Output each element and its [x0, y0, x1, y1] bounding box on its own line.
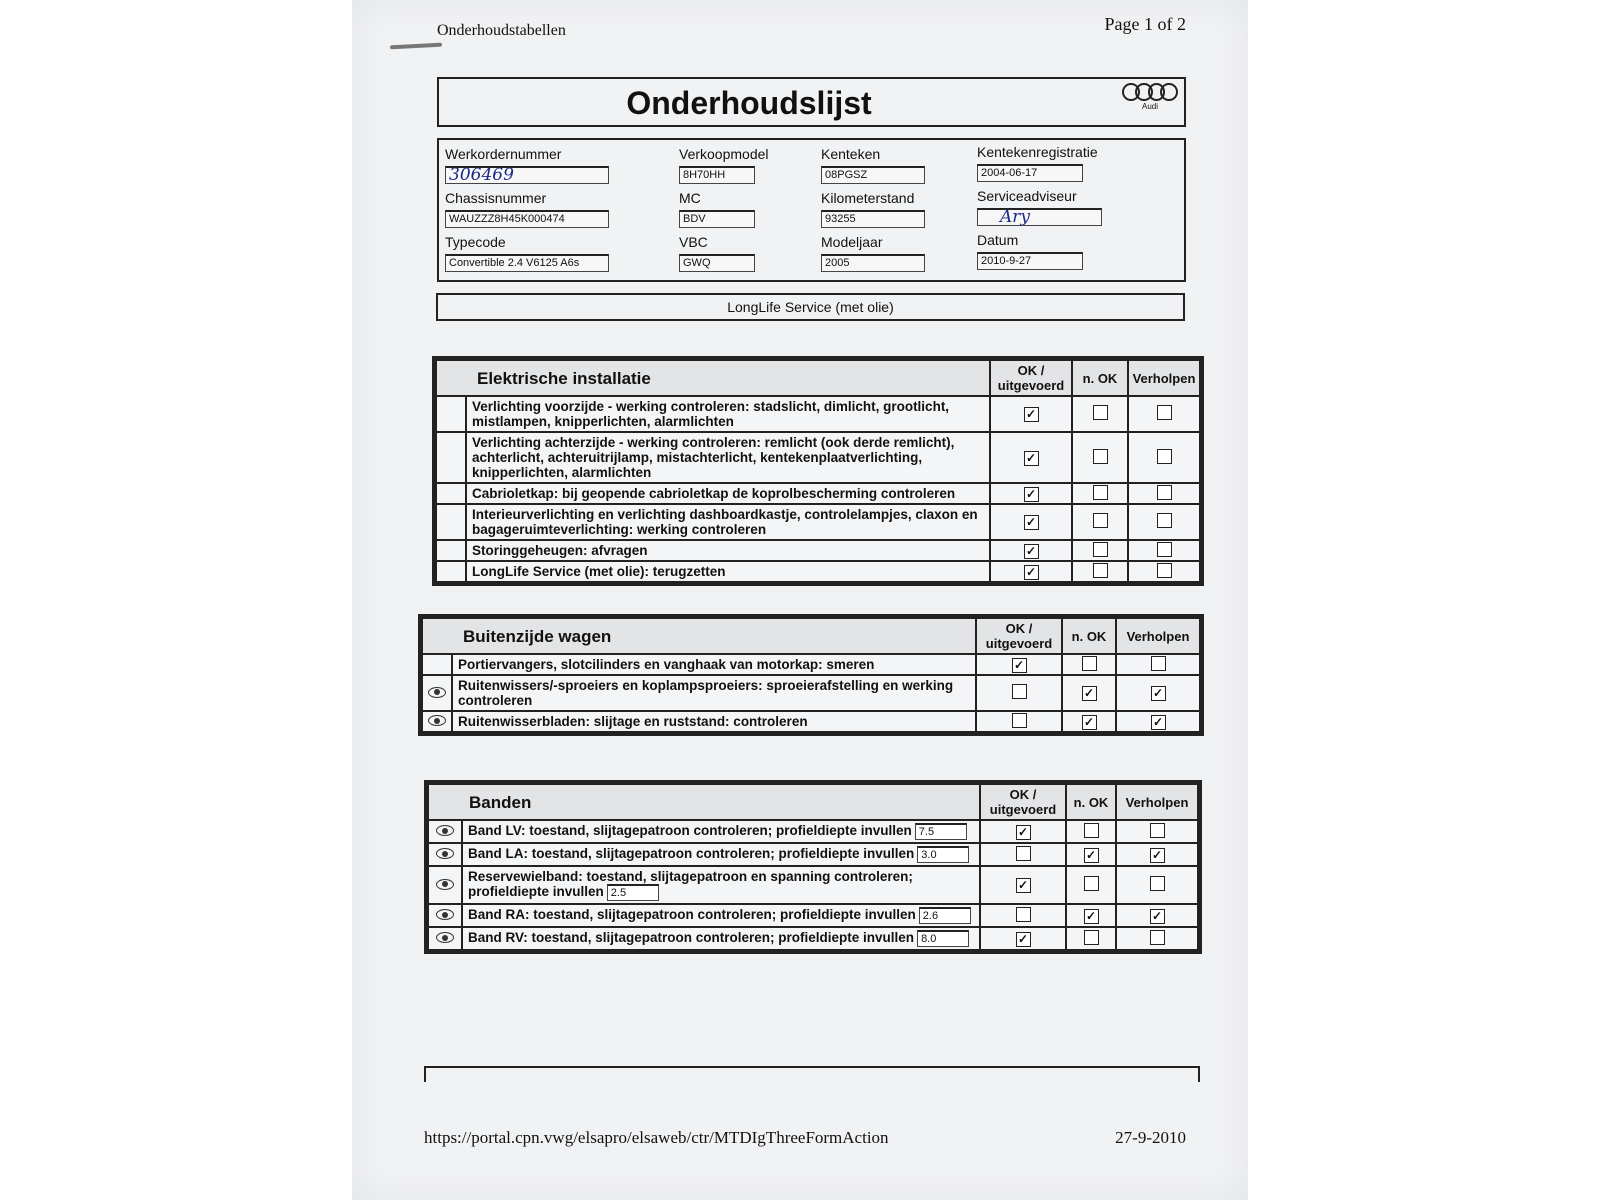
table-row [422, 675, 1200, 711]
kentekenregistratie-label: Kentekenregistratie [977, 144, 1098, 160]
title-box [437, 77, 1186, 127]
checkbox-ok[interactable]: ✓ [1012, 658, 1027, 673]
checkbox-verholpen[interactable] [1157, 405, 1172, 420]
staple [390, 43, 442, 50]
mc-label: MC [679, 190, 701, 206]
section-buitenzijde-wagen [418, 614, 1204, 736]
kilometerstand-label: Kilometerstand [821, 190, 915, 206]
checkbox-verholpen-cell [1128, 540, 1200, 561]
typecode-label: Typecode [445, 234, 506, 250]
row-text: Verlichting achterzijde - werking controleren: remlicht (ook derde remlicht), achterlicht, achteruitrijlamp, mistachterlicht, kentekenplaatverlichting, knipperlichten, alarmlichten [472, 435, 955, 480]
chassisnummer-value: WAUZZZ8H45K000474 [445, 210, 609, 228]
section-elektrische-installatie [432, 356, 1204, 586]
col-fix-header: Verholpen [1116, 618, 1200, 654]
checkbox-ok-cell [990, 396, 1072, 432]
checkbox-not-ok-cell [1072, 483, 1128, 504]
eye-icon [436, 848, 454, 859]
checkbox-verholpen-cell [1116, 866, 1198, 904]
checkbox-verholpen-cell [1128, 432, 1200, 483]
kilometerstand-field [821, 190, 925, 228]
checkbox-not-ok[interactable] [1093, 542, 1108, 557]
checkbox-not-ok-cell [1072, 561, 1128, 582]
row-text: Band RV: toestand, slijtagepatroon controleren; profieldiepte invullen [468, 930, 915, 946]
table-row [436, 396, 1200, 432]
vbc-value: GWQ [679, 254, 755, 272]
checkbox-verholpen-cell [1116, 820, 1198, 843]
checkbox-verholpen-cell [1128, 396, 1200, 432]
row-description [466, 396, 990, 432]
checkbox-ok-cell [980, 927, 1066, 950]
checkbox-ok-cell [990, 504, 1072, 540]
row-text: Storinggeheugen: afvragen [472, 543, 648, 558]
row-description [466, 540, 990, 561]
checkbox-verholpen-cell [1116, 904, 1198, 927]
checkbox-verholpen-cell [1116, 711, 1200, 732]
row-icon-cell [428, 927, 462, 950]
row-icon-cell [428, 820, 462, 843]
row-text: Verlichting voorzijde - werking controleren: stadslicht, dimlicht, grootlicht, mistlampen, knipperlichten, alarmlichten [472, 399, 950, 429]
row-text: Band RA: toestand, slijtagepatroon controleren; profieldiepte invullen [468, 907, 916, 923]
table-row [428, 904, 1198, 927]
checkbox-not-ok-cell [1066, 820, 1116, 843]
checkbox-verholpen[interactable] [1157, 513, 1172, 528]
row-text: Reservewielband: toestand, slijtagepatroon en spanning controleren; profieldiepte invullen [468, 869, 913, 900]
checkbox-verholpen[interactable] [1157, 563, 1172, 578]
row-description [462, 820, 980, 843]
table-row [436, 483, 1200, 504]
checkbox-not-ok[interactable] [1084, 930, 1099, 945]
checkbox-not-ok[interactable]: ✓ [1084, 909, 1099, 924]
row-description [452, 654, 976, 675]
checkbox-not-ok-cell [1062, 675, 1116, 711]
verkoopmodel-field [679, 146, 769, 184]
serviceadviseur-label: Serviceadviseur [977, 188, 1077, 204]
modeljaar-value: 2005 [821, 254, 925, 272]
row-text: Band LV: toestand, slijtagepatroon controleren; profieldiepte invullen [468, 823, 912, 839]
checkbox-not-ok-cell [1072, 432, 1128, 483]
checkbox-verholpen[interactable]: ✓ [1150, 848, 1165, 863]
audi-logo [1122, 83, 1178, 111]
table-row [422, 654, 1200, 675]
row-icon-cell [436, 540, 466, 561]
row-icon-cell [436, 396, 466, 432]
kenteken-field [821, 146, 925, 184]
checkbox-not-ok[interactable]: ✓ [1082, 715, 1097, 730]
checkbox-ok[interactable]: ✓ [1016, 825, 1031, 840]
profieldiepte-input[interactable]: 2.6 [919, 907, 971, 924]
checkbox-ok[interactable]: ✓ [1024, 565, 1039, 580]
vbc-field [679, 234, 755, 272]
checkbox-not-ok-cell [1062, 654, 1116, 675]
row-icon-cell [436, 561, 466, 582]
row-icon-cell [422, 711, 452, 732]
row-icon-cell [428, 866, 462, 904]
footer-url: https://portal.cpn.vwg/elsapro/elsaweb/ctr/MTDIgThreeFormAction [424, 1128, 889, 1147]
werkordernummer-value: 306469 [445, 166, 609, 184]
checkbox-verholpen-cell [1116, 843, 1198, 866]
col-nok-header: n. OK [1062, 618, 1116, 654]
profieldiepte-input[interactable]: 8.0 [917, 930, 969, 947]
row-text: LongLife Service (met olie): terugzetten [472, 564, 726, 579]
eye-icon [436, 932, 454, 943]
checkbox-not-ok[interactable] [1093, 513, 1108, 528]
checkbox-ok[interactable]: ✓ [1016, 932, 1031, 947]
mc-field [679, 190, 755, 228]
table-row [428, 927, 1198, 950]
checkbox-ok-cell [980, 843, 1066, 866]
logo-text: Audi [1141, 102, 1158, 111]
col-fix-header: Verholpen [1128, 360, 1200, 396]
eye-icon [436, 879, 454, 890]
modeljaar-label: Modeljaar [821, 234, 883, 250]
checkbox-not-ok-cell [1066, 866, 1116, 904]
checkbox-ok[interactable] [1012, 684, 1027, 699]
service-type-bar: LongLife Service (met olie) [436, 293, 1185, 321]
checkbox-ok[interactable]: ✓ [1024, 451, 1039, 466]
row-icon-cell [428, 904, 462, 927]
checkbox-verholpen[interactable] [1150, 876, 1165, 891]
serviceadviseur-field [977, 188, 1102, 226]
typecode-value: Convertible 2.4 V6125 A6s [445, 254, 609, 272]
kenteken-label: Kenteken [821, 146, 881, 162]
col-nok-header: n. OK [1066, 784, 1116, 820]
row-description [452, 711, 976, 732]
checkbox-verholpen[interactable]: ✓ [1150, 909, 1165, 924]
row-description [462, 927, 980, 950]
checkbox-not-ok-cell [1072, 540, 1128, 561]
table-row [422, 711, 1200, 732]
checkbox-ok[interactable] [1016, 846, 1031, 861]
checkbox-ok[interactable]: ✓ [1024, 544, 1039, 559]
checkbox-verholpen[interactable] [1157, 542, 1172, 557]
checkbox-ok[interactable]: ✓ [1024, 407, 1039, 422]
footer-date: 27-9-2010 [1115, 1128, 1186, 1147]
checkbox-not-ok[interactable] [1082, 656, 1097, 671]
serviceadviseur-value: Ary [977, 208, 1102, 226]
checkbox-not-ok-cell [1066, 904, 1116, 927]
row-description [462, 904, 980, 927]
checkbox-not-ok[interactable]: ✓ [1082, 686, 1097, 701]
kilometerstand-value: 93255 [821, 210, 925, 228]
kentekenregistratie-field [977, 144, 1098, 182]
col-fix-header: Verholpen [1116, 784, 1198, 820]
page-number: Page 1 of 2 [1104, 14, 1186, 34]
checkbox-ok-cell [976, 654, 1062, 675]
row-icon-cell [422, 675, 452, 711]
kenteken-value: 08PGSZ [821, 166, 925, 184]
checkbox-ok-cell [990, 432, 1072, 483]
header-section-title: Onderhoudstabellen [437, 22, 566, 39]
verkoopmodel-label: Verkoopmodel [679, 146, 769, 162]
row-description [466, 483, 990, 504]
row-text: Cabrioletkap: bij geopende cabrioletkap de koprolbescherming controleren [472, 486, 956, 501]
section-title: Elektrische installatie [436, 360, 990, 396]
row-icon-cell [428, 843, 462, 866]
row-description [462, 843, 980, 866]
table-row [436, 540, 1200, 561]
table-row [436, 432, 1200, 483]
chassisnummer-label: Chassisnummer [445, 190, 547, 206]
checkbox-not-ok-cell [1066, 843, 1116, 866]
checkbox-ok-cell [980, 904, 1066, 927]
table-row [436, 561, 1200, 582]
checkbox-not-ok[interactable] [1084, 823, 1099, 838]
checkbox-ok-cell [990, 561, 1072, 582]
checkbox-not-ok-cell [1066, 927, 1116, 950]
section-title: Buitenzijde wagen [422, 618, 976, 654]
row-text: Ruitenwisserbladen: slijtage en ruststand: controleren [458, 714, 808, 729]
col-ok-header: OK / uitgevoerd [990, 360, 1072, 396]
checkbox-ok[interactable]: ✓ [1024, 487, 1039, 502]
row-text: Band LA: toestand, slijtagepatroon controleren; profieldiepte invullen [468, 846, 915, 862]
checkbox-verholpen-cell [1128, 483, 1200, 504]
checkbox-not-ok-cell [1072, 396, 1128, 432]
checkbox-verholpen[interactable]: ✓ [1151, 715, 1166, 730]
checkbox-ok[interactable] [1012, 713, 1027, 728]
section-title: Banden [428, 784, 980, 820]
table-row [428, 843, 1198, 866]
checkbox-verholpen[interactable] [1157, 449, 1172, 464]
checkbox-ok-cell [990, 483, 1072, 504]
checkbox-ok-cell [976, 711, 1062, 732]
row-icon-cell [436, 432, 466, 483]
checkbox-verholpen[interactable]: ✓ [1151, 686, 1166, 701]
werkordernummer-field [445, 146, 609, 184]
checkbox-verholpen-cell [1116, 927, 1198, 950]
eye-icon [436, 825, 454, 836]
row-description [452, 675, 976, 711]
section-banden [424, 780, 1202, 954]
row-text: Portiervangers, slotcilinders en vanghaak van motorkap: smeren [458, 657, 875, 672]
checkbox-verholpen-cell [1116, 675, 1200, 711]
chassisnummer-field [445, 190, 609, 228]
row-description [462, 866, 980, 904]
row-text: Ruitenwissers/-sproeiers en koplampsproeiers: sproeierafstelling en werking controleren [458, 678, 954, 708]
row-description [466, 432, 990, 483]
typecode-field [445, 234, 609, 272]
checkbox-ok[interactable]: ✓ [1024, 515, 1039, 530]
checkbox-not-ok[interactable] [1093, 485, 1108, 500]
vehicle-info-box [437, 138, 1186, 282]
row-icon-cell [436, 504, 466, 540]
checkbox-not-ok-cell [1072, 504, 1128, 540]
page-title: Onderhoudslijst [626, 85, 872, 121]
document-page [352, 0, 1248, 1200]
eye-icon [428, 687, 446, 698]
eye-icon [436, 909, 454, 920]
checkbox-not-ok-cell [1062, 711, 1116, 732]
checkbox-verholpen-cell [1128, 561, 1200, 582]
checkbox-ok[interactable] [1016, 907, 1031, 922]
row-text: Interieurverlichting en verlichting dashboardkastje, controlelampjes, claxon en bagageruimteverlichting: werking controleren [472, 507, 978, 537]
checkbox-ok-cell [980, 866, 1066, 904]
eye-icon [428, 715, 446, 726]
werkordernummer-label: Werkordernummer [445, 146, 562, 162]
col-nok-header: n. OK [1072, 360, 1128, 396]
kentekenregistratie-value: 2004-06-17 [977, 164, 1083, 182]
profieldiepte-input[interactable]: 3.0 [917, 846, 969, 863]
checkbox-verholpen-cell [1116, 654, 1200, 675]
datum-label: Datum [977, 232, 1019, 248]
checkbox-verholpen-cell [1128, 504, 1200, 540]
checkbox-not-ok[interactable] [1084, 876, 1099, 891]
audi-rings-icon [1122, 83, 1178, 101]
checkbox-not-ok[interactable]: ✓ [1084, 848, 1099, 863]
checkbox-ok-cell [980, 820, 1066, 843]
table-row [428, 866, 1198, 904]
checkbox-not-ok[interactable] [1093, 563, 1108, 578]
checkbox-ok-cell [990, 540, 1072, 561]
checkbox-not-ok[interactable] [1093, 405, 1108, 420]
modeljaar-field [821, 234, 925, 272]
checkbox-verholpen[interactable] [1157, 485, 1172, 500]
checkbox-ok[interactable]: ✓ [1016, 878, 1031, 893]
profieldiepte-input[interactable]: 2.5 [607, 884, 659, 901]
col-ok-header: OK / uitgevoerd [980, 784, 1066, 820]
table-row [436, 504, 1200, 540]
row-icon-cell [422, 654, 452, 675]
col-ok-header: OK / uitgevoerd [976, 618, 1062, 654]
datum-field [977, 232, 1083, 270]
datum-value: 2010-9-27 [977, 252, 1083, 270]
next-section-border [424, 1066, 1200, 1082]
row-description [466, 504, 990, 540]
checkbox-verholpen[interactable] [1150, 823, 1165, 838]
checkbox-ok-cell [976, 675, 1062, 711]
table-row [428, 820, 1198, 843]
mc-value: BDV [679, 210, 755, 228]
row-description [466, 561, 990, 582]
checkbox-not-ok[interactable] [1093, 449, 1108, 464]
row-icon-cell [436, 483, 466, 504]
checkbox-verholpen[interactable] [1150, 930, 1165, 945]
profieldiepte-input[interactable]: 7.5 [915, 823, 967, 840]
verkoopmodel-value: 8H70HH [679, 166, 755, 184]
checkbox-verholpen[interactable] [1151, 656, 1166, 671]
vbc-label: VBC [679, 234, 708, 250]
